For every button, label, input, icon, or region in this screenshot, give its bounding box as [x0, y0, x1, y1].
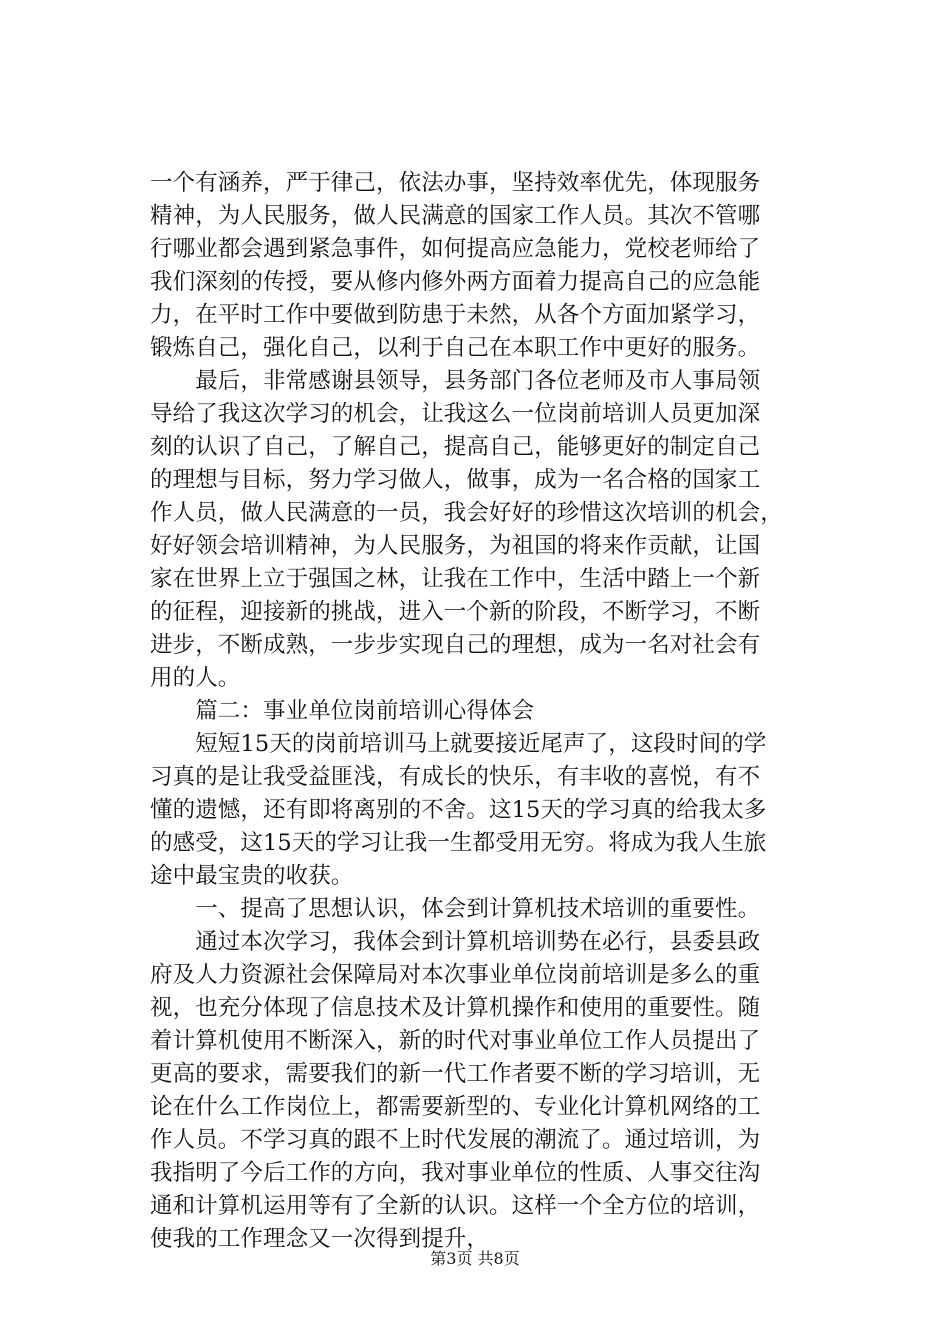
text-line: 视，也充分体现了信息技术及计算机操作和使用的重要性。随: [150, 995, 761, 1021]
text-line: 途中最宝贵的收获。: [150, 863, 354, 889]
section-heading: 篇二：事业单位岗前培训心得体会: [150, 698, 535, 724]
text-line: 使我的工作理念又一次得到提升，: [150, 1226, 490, 1252]
text-line: 更高的要求，需要我们的新一代工作者要不断的学习培训，无: [150, 1061, 761, 1087]
text-line: 我们深刻的传授，要从修内修外两方面着力提高自己的应急能: [150, 269, 761, 295]
text-line: 论在什么工作岗位上，都需要新型的、专业化计算机网络的工: [150, 1094, 761, 1120]
text-line: 作人员。不学习真的跟不上时代发展的潮流了。通过培训，为: [150, 1127, 761, 1153]
text-line: 府及人力资源社会保障局对本次事业单位岗前培训是多么的重: [150, 962, 761, 988]
page-footer: 第3页 共8页: [430, 1249, 520, 1268]
text-line: 导给了我这次学习的机会，让我这么一位岗前培训人员更加深: [150, 401, 761, 427]
text-line: 锻炼自己，强化自己，以利于自己在本职工作中更好的服务。: [150, 335, 761, 361]
text-line: 懂的遗憾，还有即将离别的不舍。这15天的学习真的给我太多: [150, 797, 767, 823]
text-line: 作人员，做人民满意的一员，我会好好的珍惜这次培训的机会，: [150, 500, 783, 526]
text-line: 精神，为人民服务，做人民满意的国家工作人员。其次不管哪: [150, 203, 761, 229]
text-line: 我指明了今后工作的方向，我对事业单位的性质、人事交往沟: [150, 1160, 761, 1186]
document-body: [150, 167, 810, 1256]
text-line: 短短15天的岗前培训马上就要接近尾声了，这段时间的学: [150, 731, 767, 757]
text-line: 的征程，迎接新的挑战，进入一个新的阶段，不断学习，不断: [150, 599, 761, 625]
text-line: 最后，非常感谢县领导，县务部门各位老师及市人事局领: [150, 368, 761, 394]
text-line: 通过本次学习，我体会到计算机培训势在必行，县委县政: [150, 929, 761, 955]
text-line: 着计算机使用不断深入，新的时代对事业单位工作人员提出了: [150, 1028, 761, 1054]
text-line: 进步，不断成熟，一步步实现自己的理想，成为一名对社会有: [150, 632, 761, 658]
text-line: 习真的是让我受益匪浅，有成长的快乐，有丰收的喜悦，有不: [150, 764, 761, 790]
subsection-heading: 一、提高了思想认识，体会到计算机技术培训的重要性。: [150, 896, 761, 922]
text-line: 用的人。: [150, 665, 241, 691]
text-line: 好好领会培训精神，为人民服务，为祖国的将来作贡献，让国: [150, 533, 761, 559]
text-line: 的理想与目标，努力学习做人，做事，成为一名合格的国家工: [150, 467, 761, 493]
text-line: 通和计算机运用等有了全新的认识。这样一个全方位的培训，: [150, 1193, 761, 1219]
text-line: 刻的认识了自己，了解自己，提高自己，能够更好的制定自己: [150, 434, 761, 460]
text-line: 行哪业都会遇到紧急事件，如何提高应急能力，党校老师给了: [150, 236, 761, 262]
text-line: 的感受，这15天的学习让我一生都受用无穷。将成为我人生旅: [150, 830, 767, 856]
text-line: 力，在平时工作中要做到防患于未然，从各个方面加紧学习，: [150, 302, 761, 328]
text-line: 一个有涵养，严于律己，依法办事，坚持效率优先，体现服务: [150, 170, 761, 196]
text-line: 家在世界上立于强国之林，让我在工作中，生活中踏上一个新: [150, 566, 761, 592]
